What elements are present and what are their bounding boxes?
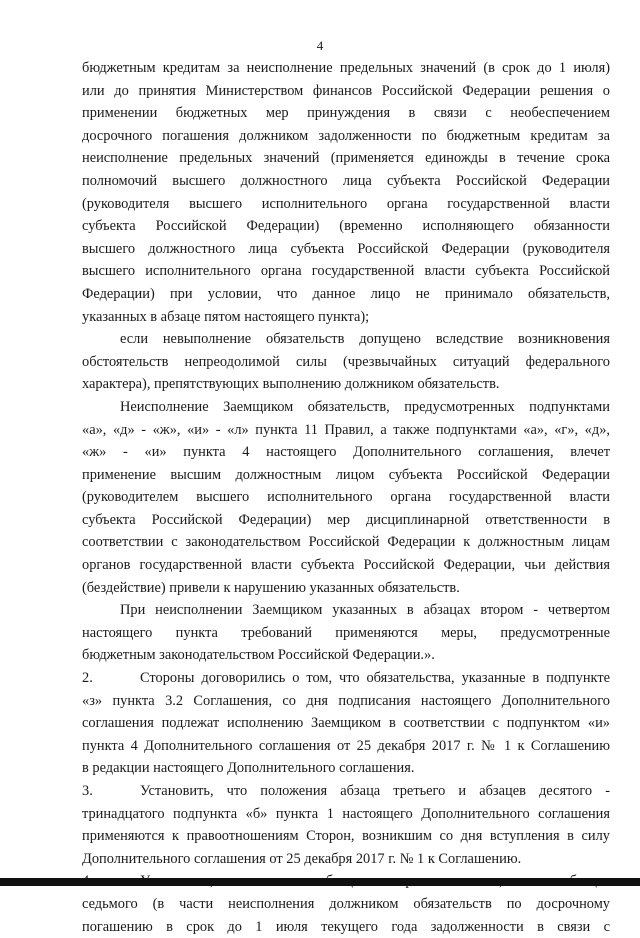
page-number: 4 [316, 38, 324, 53]
text-line: или до принятия Министерством финансов Российской Федерации решения о [82, 82, 610, 99]
text-line: (руководителя высшего исполнительного органа государственной власти [82, 195, 610, 212]
numbered-items [82, 667, 610, 938]
text-line: соглашения подлежат исполнению Заемщиком в соответствии с подпунктом «и» [82, 715, 610, 732]
text-line: применении бюджетных мер принуждения в связи с необеспечением [82, 105, 610, 122]
text-line: досрочного погашения должником задолженности по бюджетным кредитам за [82, 127, 610, 144]
text-line: «з» пункта 3.2 Соглашения, со дня подписания настоящего Дополнительного [82, 692, 610, 709]
text-line: применение высшим должностным лицом субъекта Российской Федерации [82, 466, 610, 483]
text-line: соответствии с законодательством Российской Федерации к должностным лицам [82, 534, 610, 551]
document-body [82, 57, 610, 938]
numbered-item [82, 667, 610, 780]
text-line: погашению в срок до 1 июля текущего года задолженности в связи с [82, 918, 610, 935]
text-line: высшего должностного лица субъекта Российской Федерации (руководителя [82, 240, 610, 257]
item-number: 3. [82, 783, 93, 799]
text-line: При неисполнении Заемщиком указанных в абзацах втором - четвертом [120, 602, 610, 619]
text-line: бюджетным кредитам за неисполнение предельных значений (в срок до 1 июля) [82, 60, 610, 76]
text-line: неисполнение предельных значений (применяется единожды в течение срока [82, 150, 610, 167]
text-line: Дополнительного соглашения от 25 декабря 2017 г. № 1 к Соглашению. [82, 850, 522, 867]
text-line: «ж» - «и» пункта 4 настоящего Дополнительного соглашения, влечет [82, 444, 610, 461]
item-first-line: Стороны договорились о том, что обязательства, указанные в подпункте [140, 670, 610, 687]
text-line: Федерации) при условии, что данное лицо не принимало обязательств, [82, 285, 610, 302]
item-first-line: Установить, что положения абзаца третьего и абзацев десятого - [140, 783, 610, 799]
text-line: высшего исполнительного органа государственной власти субъекта Российской [82, 263, 610, 280]
paragraphs [82, 57, 610, 667]
scan-bottom-edge [0, 878, 640, 886]
text-line: указанных в абзаце пятом настоящего пункта); [82, 308, 370, 325]
text-line: пункта 4 Дополнительного соглашения от 25 декабря 2017 г. № 1 к Соглашению [82, 737, 610, 754]
text-line: тринадцатого подпункта «б» пункта 1 настоящего Дополнительного соглашения [82, 805, 610, 822]
text-line: Неисполнение Заемщиком обязательств, предусмотренных подпунктами [120, 398, 610, 415]
text-line: субъекта Российской Федерации) (временно исполняющего обязанности [82, 218, 610, 235]
text-line: седьмого (в части неисполнения должником обязательств по досрочному [82, 895, 610, 912]
item-number: 2. [82, 670, 93, 687]
text-line: (бездействие) привели к нарушению указанных обязательств. [82, 579, 460, 596]
text-line: субъекта Российской Федерации) мер дисциплинарной ответственности в [82, 511, 610, 528]
text-line: «а», «д» - «ж», «и» - «л» пункта 11 Правил, а также подпунктами «а», «г», «д», [82, 421, 610, 438]
text-line: (руководителем высшего исполнительного органа государственной власти [82, 489, 610, 506]
text-line: бюджетным законодательством Российской Федерации.». [82, 647, 435, 664]
paragraph [82, 328, 610, 396]
text-line: органов государственной власти субъекта Российской Федерации, чьи действия [82, 557, 610, 574]
text-line: применяются к правоотношениям Сторон, возникшим со дня вступления в силу [82, 828, 610, 845]
numbered-item [82, 780, 610, 870]
text-line: в редакции настоящего Дополнительного соглашения. [82, 760, 415, 777]
text-line: полномочий высшего должностного лица субъекта Российской Федерации [82, 172, 610, 189]
text-line: настоящего пункта требований применяются меры, предусмотренные [82, 624, 610, 641]
text-line: если невыполнение обязательств допущено вследствие возникновения [120, 331, 610, 348]
paragraph [82, 599, 610, 667]
text-line: обстоятельств непреодолимой силы (чрезвычайных ситуаций федерального [82, 353, 610, 370]
paragraph [82, 57, 610, 328]
paragraph [82, 396, 610, 599]
text-line: характера), препятствующих выполнению должником обязательств. [82, 376, 500, 393]
